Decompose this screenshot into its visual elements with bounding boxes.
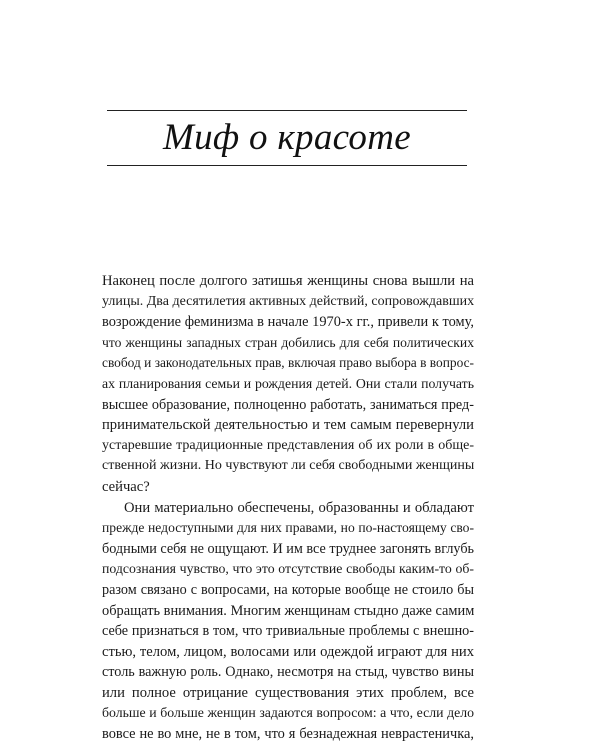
text-line: возрождение феминизма в начале 1970-х гг., привели к тому, (102, 314, 474, 331)
text-line: или полное отрицание существования этих проблем, все (102, 684, 474, 701)
text-line: больше и больше женщин задаются вопросом: а что, если дело (102, 705, 474, 721)
text-line: устаревшие традиционные представления об их роли в обще- (102, 437, 474, 453)
text-line: столь важную роль. Однако, несмотря на стыд, чувство вины (102, 664, 474, 681)
text-line: Наконец после долгого затишья женщины снова вышли на (102, 273, 474, 289)
text-line: что женщины западных стран добились для себя политических (102, 334, 474, 350)
text-line: ах планирования семьи и рождения детей. Они стали получать (102, 375, 474, 391)
text-line: прежде недоступными для них правами, но по-настоящему сво- (102, 520, 474, 536)
text-line: разом связано с вопросами, на которые вообще не стоило бы (102, 581, 474, 598)
text-line: Они материально обеспечены, образованны и обладают (124, 499, 474, 516)
text-line: бодными себя не ощущают. И им все труднее загонять вглубь (102, 540, 475, 557)
chapter-title: Миф о красоте (163, 117, 411, 158)
paragraph-2 (102, 498, 474, 745)
text-line: улицы. Два десятилетия активных действий, сопровождавших (102, 293, 475, 309)
paragraph-1 (102, 271, 474, 498)
text-line: обращать внимания. Многим женщинам стыдно даже самим (102, 602, 475, 619)
title-bottom-rule (107, 165, 467, 166)
body-text (102, 271, 474, 745)
title-top-rule (107, 110, 467, 111)
text-line: ственной жизни. Но чувствуют ли себя свободными женщины (102, 458, 475, 474)
text-line: стью, телом, лицом, волосами или одеждой играют для них (102, 643, 474, 660)
text-line: свобод и законодательных прав, включая право выбора в вопрос- (102, 355, 474, 371)
text-line: высшее образование, полноценно работать, заниматься пред- (102, 396, 474, 413)
text-line: сейчас? (102, 478, 150, 495)
text-line: себе признаться в том, что тривиальные проблемы с внешно- (102, 623, 474, 640)
text-line: принимательской деятельностью и тем самым перевернули (102, 417, 474, 434)
text-line: подсознания чувство, что это отсутствие свободы каким-то об- (102, 561, 474, 577)
text-line: вовсе не во мне, не в том, что я безнадежная неврастеничка, (102, 726, 474, 743)
